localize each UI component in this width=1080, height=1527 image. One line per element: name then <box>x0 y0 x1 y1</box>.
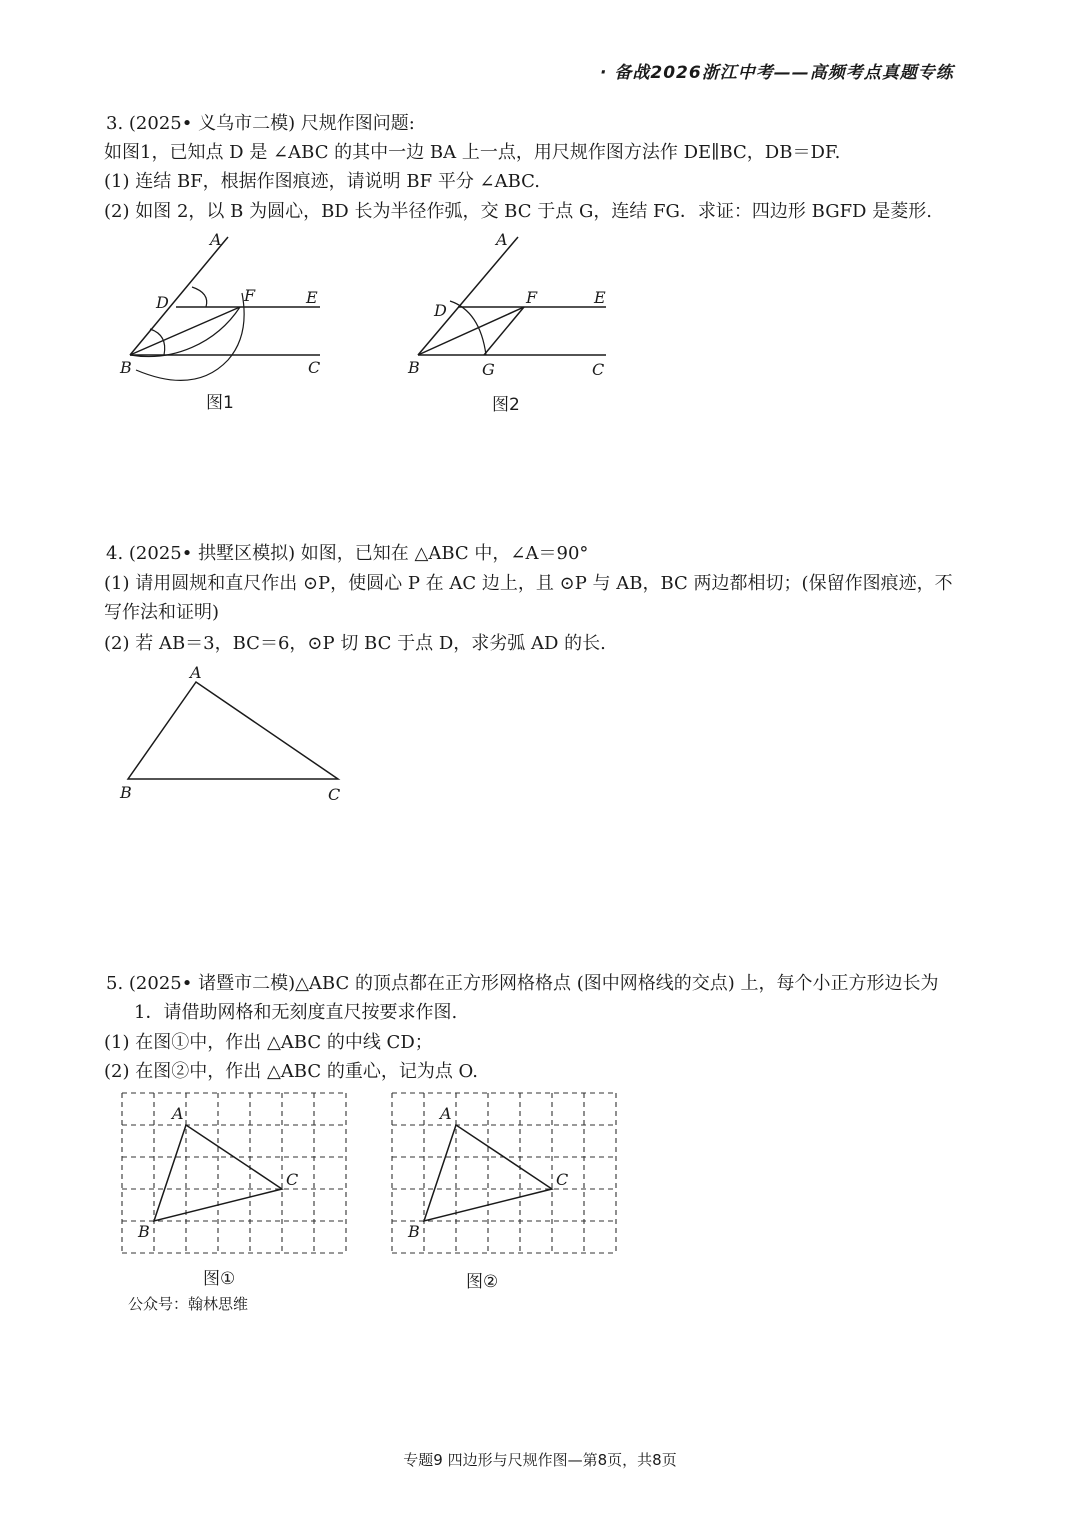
credit-text: 公众号：翰林思维 <box>128 1295 249 1313</box>
triangle-abc <box>128 682 338 779</box>
q4-line1: (1) 请用圆规和直尺作出 ⊙P，使圆心 P 在 AC 边上，且 ⊙P 与 AB，BC 两边都相切；(保留作图痕迹，不 <box>104 573 953 594</box>
label-d: D <box>434 301 447 320</box>
label-c: C <box>556 1170 569 1189</box>
header-title: 备战2026浙江中考——高频考点真题专练 <box>614 63 954 83</box>
label-c: C <box>308 358 321 377</box>
label-b: B <box>408 1222 420 1241</box>
label-a: A <box>190 663 202 682</box>
ray-ba <box>418 237 518 355</box>
q3-figure-2 <box>400 225 630 395</box>
q5-title-b: 1．请借助网格和无刻度直尺按要求作图. <box>134 1002 458 1023</box>
q3-title: 3. (2025• 义乌市二模) 尺规作图问题: <box>106 113 415 134</box>
q5-figure-2-caption: 图② <box>466 1272 499 1292</box>
q3-figure-1 <box>110 225 340 395</box>
label-e: E <box>306 288 318 307</box>
q5-title: 5. (2025• 诸暨市二模)△ABC 的顶点都在正方形网格格点 (图中网格线的交点) 上，每个小正方形边长为 <box>106 973 939 994</box>
grid-lines <box>392 1093 616 1253</box>
label-a: A <box>440 1104 452 1123</box>
construction-arc-d <box>192 287 207 307</box>
label-e: E <box>594 288 606 307</box>
q3-figure-2-caption: 图2 <box>492 395 520 415</box>
q5-figure-1 <box>110 1085 360 1265</box>
construction-arc-large <box>136 293 244 380</box>
label-f: F <box>526 288 538 307</box>
q5-line2: (2) 在图②中，作出 △ABC 的重心，记为点 O. <box>104 1061 478 1082</box>
q3-line1: 如图1，已知点 D 是 ∠ABC 的其中一边 BA 上一点，用尺规作图方法作 DE∥BC，DB＝DF. <box>104 142 841 163</box>
label-b: B <box>120 358 132 377</box>
q3-figure-1-caption: 图1 <box>206 393 234 413</box>
segment-bf <box>130 307 240 355</box>
q4-line1b: 写作法和证明) <box>104 602 220 623</box>
ray-ba <box>130 237 228 355</box>
label-g: G <box>482 360 495 379</box>
grid-lines <box>122 1093 346 1253</box>
construction-arc-b <box>150 329 165 355</box>
segment-gf <box>484 307 524 355</box>
label-c: C <box>286 1170 299 1189</box>
label-b: B <box>138 1222 150 1241</box>
label-b: B <box>120 783 132 802</box>
page-header <box>600 58 980 86</box>
q5-line1: (1) 在图①中，作出 △ABC 的中线 CD； <box>104 1032 433 1053</box>
label-b: B <box>408 358 420 377</box>
q3-line3: (2) 如图 2，以 B 为圆心，BD 长为半径作弧，交 BC 于点 G，连结 FG．求证：四边形 BGFD 是菱形. <box>104 201 932 222</box>
label-f: F <box>244 286 256 305</box>
label-a: A <box>496 230 508 249</box>
label-a: A <box>210 230 222 249</box>
q5-figure-2 <box>380 1085 630 1265</box>
q5-figure-1-caption: 图① <box>203 1269 236 1289</box>
page-footer: 专题9 四边形与尺规作图—第8页，共8页 <box>403 1451 677 1469</box>
arc-dg <box>450 301 486 355</box>
q4-title: 4. (2025• 拱墅区模拟) 如图，已知在 △ABC 中，∠A＝90° <box>106 543 589 564</box>
q3-line2: (1) 连结 BF，根据作图痕迹，请说明 BF 平分 ∠ABC. <box>104 171 541 192</box>
q4-line2: (2) 若 AB＝3，BC＝6，⊙P 切 BC 于点 D，求劣弧 AD 的长. <box>104 633 606 654</box>
label-d: D <box>156 293 169 312</box>
header-dot: · <box>600 63 608 83</box>
label-c: C <box>328 785 341 804</box>
label-a: A <box>172 1104 184 1123</box>
label-c: C <box>592 360 605 379</box>
q4-figure <box>110 660 360 810</box>
